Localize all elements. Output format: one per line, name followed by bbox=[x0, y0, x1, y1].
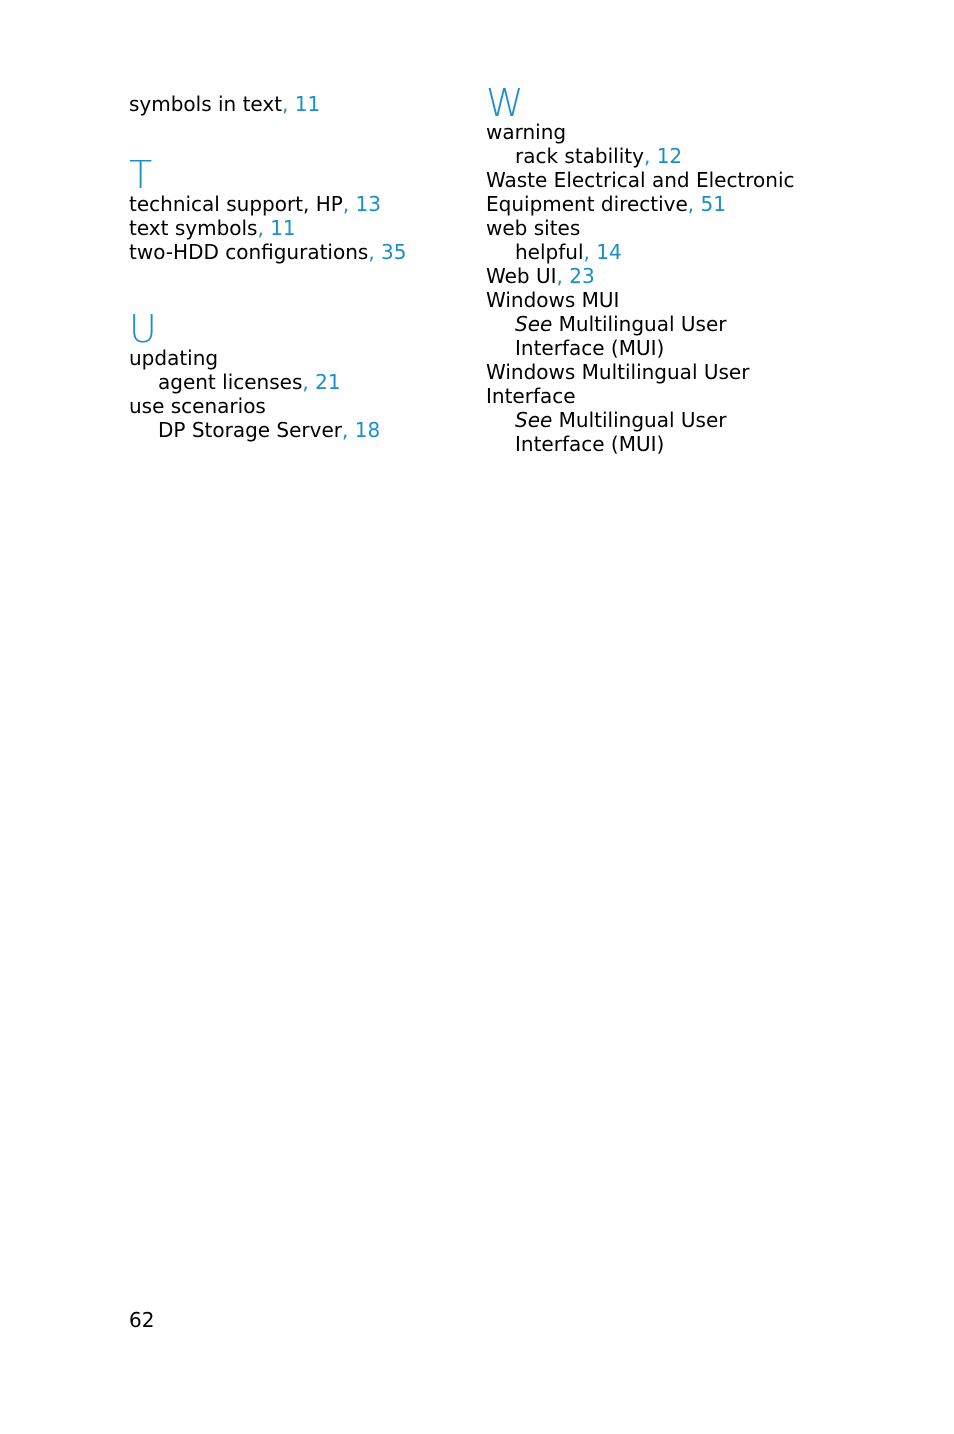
entry-text: Interface bbox=[486, 384, 576, 408]
page-number: 62 bbox=[129, 1308, 155, 1332]
index-see-reference-continued bbox=[486, 336, 906, 360]
entry-separator: , bbox=[282, 92, 295, 116]
section-letter-t: T bbox=[129, 153, 153, 197]
index-entry bbox=[129, 216, 459, 240]
entry-text: two-HDD configurations bbox=[129, 240, 369, 264]
index-subentry bbox=[129, 418, 459, 442]
page-link[interactable]: 21 bbox=[315, 370, 341, 394]
index-entry bbox=[486, 216, 906, 240]
entry-text: Windows Multilingual User bbox=[486, 360, 750, 384]
index-entry bbox=[129, 92, 459, 116]
see-label: See bbox=[515, 408, 553, 432]
entry-text: agent licenses bbox=[158, 370, 303, 394]
see-label: See bbox=[515, 312, 553, 336]
index-entry bbox=[129, 192, 459, 216]
index-subentry bbox=[486, 144, 906, 168]
index-column-right bbox=[486, 81, 906, 456]
index-entry-continued bbox=[486, 384, 906, 408]
entry-text: text symbols bbox=[129, 216, 258, 240]
entry-separator: , bbox=[687, 192, 701, 216]
see-target: Multilingual User bbox=[552, 312, 727, 336]
index-entry bbox=[486, 264, 906, 288]
entry-text: Waste Electrical and Electronic bbox=[486, 168, 795, 192]
entry-separator: , bbox=[556, 264, 570, 288]
index-entry bbox=[486, 168, 906, 192]
entry-separator: , bbox=[342, 418, 355, 442]
section-letter-w: W bbox=[486, 81, 524, 125]
index-entry bbox=[486, 120, 906, 144]
entry-text: technical support, HP bbox=[129, 192, 343, 216]
entry-text: Web UI bbox=[486, 264, 557, 288]
page-link[interactable]: 18 bbox=[354, 418, 381, 442]
page-link[interactable]: 35 bbox=[381, 240, 407, 264]
page-link[interactable]: 13 bbox=[355, 192, 381, 216]
entry-text: Equipment directive bbox=[486, 192, 688, 216]
page-link[interactable]: 14 bbox=[596, 240, 622, 264]
index-see-reference bbox=[486, 312, 906, 336]
see-target: Interface (MUI) bbox=[515, 432, 665, 456]
entry-text: symbols in text bbox=[129, 92, 283, 116]
entry-separator: , bbox=[342, 192, 356, 216]
index-see-reference-continued bbox=[486, 432, 906, 456]
index-entry bbox=[486, 288, 906, 312]
entry-separator: , bbox=[643, 144, 657, 168]
page-link[interactable]: 11 bbox=[270, 216, 296, 240]
entry-text: updating bbox=[129, 346, 219, 370]
entry-separator: , bbox=[257, 216, 271, 240]
index-column-left bbox=[129, 84, 459, 442]
index-entry bbox=[129, 394, 459, 418]
see-target: Interface (MUI) bbox=[515, 336, 665, 360]
section-letter-u: U bbox=[129, 307, 157, 351]
entry-text: warning bbox=[486, 120, 567, 144]
entry-text: helpful bbox=[515, 240, 584, 264]
index-subentry bbox=[486, 240, 906, 264]
entry-separator: , bbox=[302, 370, 316, 394]
see-target: Multilingual User bbox=[552, 408, 727, 432]
index-see-reference bbox=[486, 408, 906, 432]
entry-text: Windows MUI bbox=[486, 288, 620, 312]
entry-text: DP Storage Server bbox=[158, 418, 343, 442]
page-link[interactable]: 11 bbox=[294, 92, 321, 116]
index-entry bbox=[486, 360, 906, 384]
entry-text: use scenarios bbox=[129, 394, 266, 418]
index-entry bbox=[129, 240, 459, 264]
page-link[interactable]: 23 bbox=[569, 264, 595, 288]
entry-separator: , bbox=[583, 240, 597, 264]
entry-text: rack stability bbox=[515, 144, 644, 168]
page-link[interactable]: 51 bbox=[700, 192, 726, 216]
index-entry bbox=[129, 346, 459, 370]
entry-separator: , bbox=[368, 240, 382, 264]
index-entry-continued bbox=[486, 192, 906, 216]
entry-text: web sites bbox=[486, 216, 581, 240]
page-link[interactable]: 12 bbox=[656, 144, 683, 168]
index-subentry bbox=[129, 370, 459, 394]
